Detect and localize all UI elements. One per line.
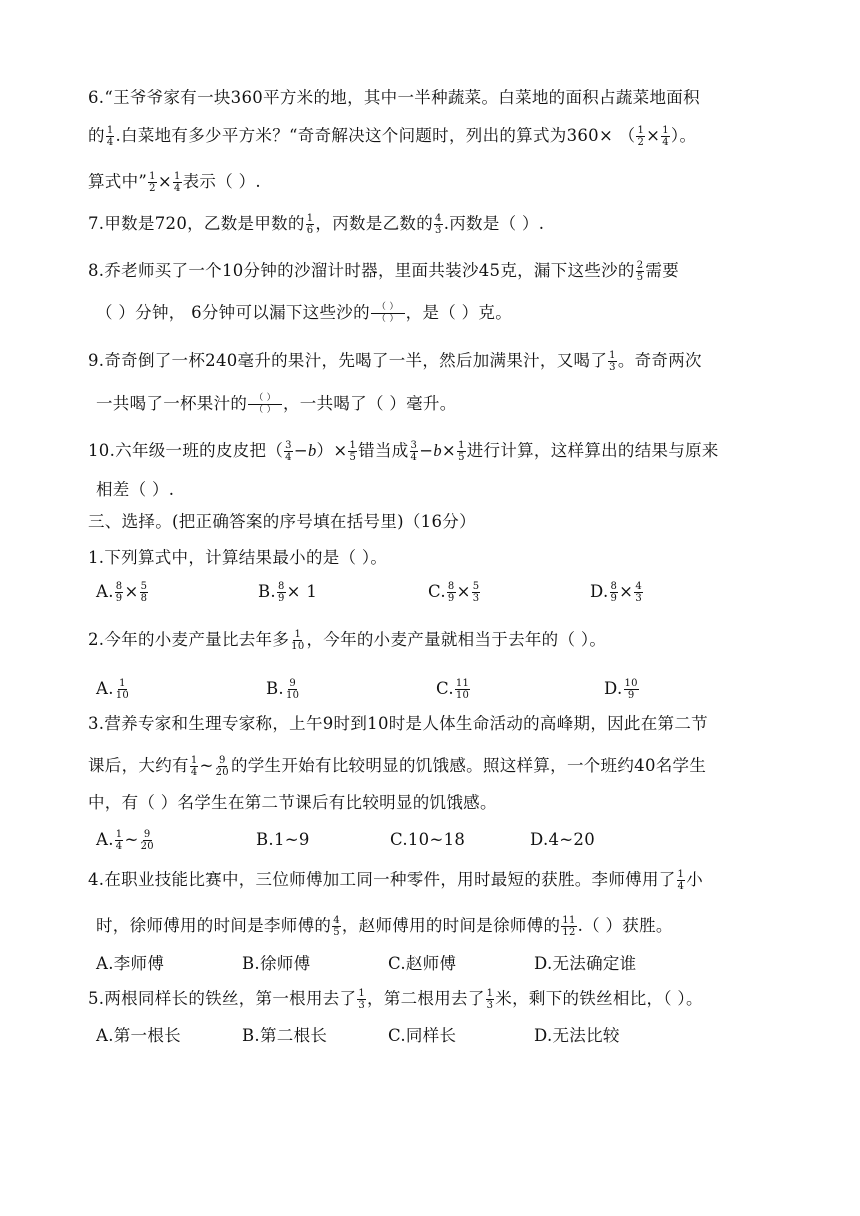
option-b[interactable]: B.徐师傅 [242,954,311,973]
fraction: $\frac{9}{10}$ [285,678,300,701]
option-c[interactable]: C.10~18 [390,830,466,849]
fraction: $\frac{1}{3}$ [358,988,366,1011]
fraction: $\frac{1}{3}$ [609,350,616,373]
section-heading: 三、选择。(把正确答案的序号填在括号里)（16分） [88,512,476,531]
fraction: $\frac{4}{5}$ [333,915,340,938]
option-d[interactable]: D.无法比较 [534,1026,620,1045]
fraction: $\frac{1}{3}$ [486,988,494,1011]
c4-line2: 时，徐师傅用的时间是李师傅的 $\frac{4}{5}$ ，赵师傅用的时间是徐师傅的 $\frac{11}{12}$ .（ ）获胜。 [96,915,673,938]
fraction: $\frac{4}{3}$ [435,213,442,236]
fraction: $\frac{1}{4}$ [677,869,685,892]
option-d[interactable]: D.4~20 [530,830,596,849]
option-d[interactable]: D. $\frac{8}{9}$ × $\frac{4}{3}$ [590,581,642,604]
option-c[interactable]: C. $\frac{8}{9}$ × $\frac{5}{3}$ [428,581,480,604]
blank-fraction: $\frac{( )}{( )}$ [248,393,282,416]
option-c[interactable]: C. $\frac{11}{10}$ [436,678,470,701]
c2-stem: 2.今年的小麦产量比去年多 $\frac{1}{10}$ ，今年的小麦产量就相当于去年的（ ）。 [88,629,607,652]
option-d[interactable]: D. $\frac{10}{9}$ [604,678,638,701]
fraction: $\frac{1}{4}$ [173,171,181,194]
option-b[interactable]: B. $\frac{9}{10}$ [266,678,300,701]
fraction: $\frac{1}{6}$ [306,213,314,236]
fraction: $\frac{2}{5}$ [636,260,644,283]
fraction: $\frac{4}{3}$ [635,581,642,604]
fraction: $\frac{1}{2}$ [149,171,156,194]
fraction: $\frac{1}{2}$ [637,125,645,148]
q10-line1: 10.六年级一班的皮皮把（ $\frac{3}{4}$ −b）× $\frac{1}{5}$ 错当成 $\frac{3}{4}$ −b× $\frac{1}{5}$ 进行计算，这样算出的结果与原来 [88,440,719,463]
c3-line1: 3.营养专家和生理专家称，上午9时到10时是人体生命活动的高峰期，因此在第二节 [88,714,708,733]
option-a[interactable]: A. $\frac{8}{9}$ × $\frac{5}{8}$ [96,581,148,604]
q8-line2: （ ）分钟， 6分钟可以漏下这些沙的 $\frac{( )}{( )}$ ，是（ ）克。 [96,302,513,324]
option-c[interactable]: C.赵师傅 [388,954,457,973]
fraction: $\frac{1}{10}$ [115,678,130,701]
fraction: $\frac{5}{8}$ [140,581,148,604]
fraction: $\frac{10}{9}$ [624,678,638,701]
fraction: $\frac{8}{9}$ [277,581,285,604]
fraction: $\frac{9}{20}$ [140,829,154,852]
q8-line1: 8.乔老师买了一个10分钟的沙溜计时器，里面共装沙45克，漏下这些沙的 $\frac{2}{5}$ 需要 [88,260,680,283]
q6-line3: 算式中” $\frac{1}{2}$ × $\frac{1}{4}$ 表示（ ）. [88,171,261,194]
c5-stem: 5.两根同样长的铁丝，第一根用去了 $\frac{1}{3}$ ，第二根用去了 $\frac{1}{3}$ 米，剩下的铁丝相比，（ ）。 [88,988,703,1011]
fraction: $\frac{5}{3}$ [472,581,480,604]
option-a[interactable]: A. $\frac{1}{10}$ [96,678,130,701]
fraction: $\frac{11}{10}$ [455,678,470,701]
fraction: $\frac{8}{9}$ [115,581,123,604]
fraction: $\frac{11}{12}$ [562,915,576,938]
option-c[interactable]: C.同样长 [388,1026,457,1045]
fraction: $\frac{1}{4}$ [115,829,123,852]
option-a[interactable]: A. $\frac{1}{4}$ ~ $\frac{9}{20}$ [96,829,154,852]
fraction: $\frac{1}{5}$ [349,440,357,463]
option-b[interactable]: B.第二根长 [242,1026,328,1045]
option-a[interactable]: A.第一根长 [96,1026,181,1045]
fraction: $\frac{8}{9}$ [610,581,618,604]
fraction: $\frac{1}{10}$ [291,629,305,652]
option-d[interactable]: D.无法确定谁 [534,954,637,973]
blank-fraction: $\frac{( )}{( )}$ [371,302,405,325]
fraction: $\frac{3}{4}$ [410,440,418,463]
q9-line1: 9.奇奇倒了一杯240毫升的果汁，先喝了一半，然后加满果汁，又喝了 $\frac{1}{3}$ 。奇奇两次 [88,350,702,373]
c3-line3: 中，有（ ）名学生在第二节课后有比较明显的饥饿感。 [88,793,497,812]
option-b[interactable]: B.1~9 [256,830,310,849]
q6-line2: 的 $\frac{1}{4}$ .白菜地有多少平方米？“奇奇解决这个问题时，列出的算式为360× （ $\frac{1}{2}$ × $\frac{1}{4}$ ）。 [88,125,697,148]
fraction: $\frac{1}{4}$ [106,125,114,148]
q6-line1: 6.“王爷爷家有一块360平方米的地，其中一半种蔬菜。白菜地的面积占蔬菜地面积 [88,88,700,107]
fraction: $\frac{1}{4}$ [190,755,198,778]
c4-line1: 4.在职业技能比赛中，三位师傅加工同一种零件，用时最短的获胜。李师傅用了 $\frac{1}{4}$ 小 [88,869,704,892]
option-b[interactable]: B. $\frac{8}{9}$ × 1 [258,581,318,604]
q7-line: 7.甲数是720，乙数是甲数的 $\frac{1}{6}$ ，丙数是乙数的 $\frac{4}{3}$ .丙数是（ ）. [88,213,545,236]
c3-line2: 课后，大约有 $\frac{1}{4}$ ~ $\frac{9}{20}$ 的学生开始有比较明显的饥饿感。照这样算，一个班约40名学生 [88,755,707,778]
fraction: $\frac{8}{9}$ [447,581,455,604]
fraction: $\frac{3}{4}$ [285,440,292,463]
fraction: $\frac{9}{20}$ [215,755,229,778]
q9-line2: 一共喝了一杯果汁的 $\frac{( )}{( )}$ ，一共喝了（ ）毫升。 [96,393,457,415]
c1-stem: 1.下列算式中，计算结果最小的是（ ）。 [88,548,388,567]
fraction: $\frac{1}{5}$ [458,440,465,463]
q10-line2: 相差（ ）. [96,480,175,499]
fraction: $\frac{1}{4}$ [662,125,669,148]
option-a[interactable]: A.李师傅 [96,954,165,973]
